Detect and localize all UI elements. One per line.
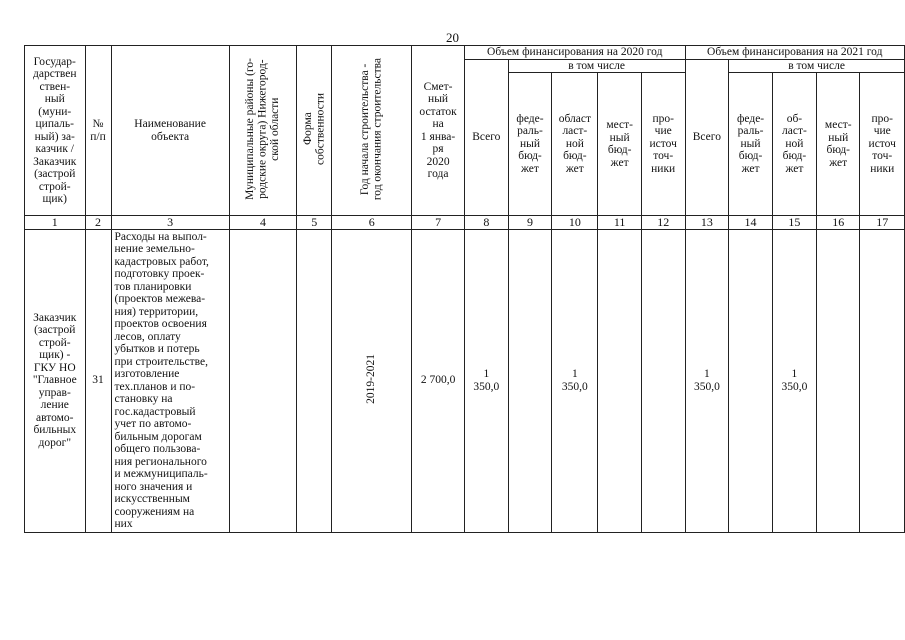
row-other-2020 [641,229,685,532]
row-customer: Заказчик (застрой строй- щик) - ГКУ НО "Главное управ- ление автомо- бильных дорог" [25,229,86,532]
row-other-2021 [860,229,905,532]
column-number: 16 [817,216,860,230]
row-years [332,229,412,532]
header-number: № п/п [85,46,111,216]
header-regional-2020: област ласт- ной бюд- жет [552,73,598,216]
header-ownership-form-text: Форма собственности [301,92,327,165]
row-total-2020: 1 350,0 [464,229,508,532]
header-other-2021: про- чие источ точ- ники [860,73,905,216]
header-municipal-districts-text: Муниципальные районы (го- родские округа) Нижегород- ской области [244,57,282,200]
header-estimate-balance: Смет- ный остаток на 1 янва- ря 2020 года [412,46,465,216]
header-customer: Государ- дарствен ствен- ный (муни- ципаль- ный) за- казчик / Заказчик (застрой строй- щик) [25,46,86,216]
row-federal-2021 [729,229,773,532]
column-number: 14 [729,216,773,230]
row-ownership [297,229,332,532]
row-municipal [229,229,297,532]
column-number: 12 [641,216,685,230]
row-local-2020 [598,229,641,532]
column-number: 10 [552,216,598,230]
header-federal-2020: феде- раль- ный бюд- жет [508,73,552,216]
header-financing-2021: Объем финансирования на 2021 год [685,46,905,60]
row-object-name: Расходы на выпол- нение земельно- кадастровых работ, подготовку проек- тов планировки (проектов межева- ния) территории, проектов освоения лесов, оплату убытков и потерь при строительстве, изготовление тех.планов и по- становку на гос.кадастровый учет по автомо- бильным дорогам общего пользова- ния регионального и межмуниципаль- ного значения и искусственным сооружениям на них [111,229,229,532]
table-row [25,229,905,532]
column-number: 1 [25,216,86,230]
row-local-2021 [817,229,860,532]
column-number: 8 [464,216,508,230]
header-financing-2020: Объем финансирования на 2020 год [464,46,685,60]
header-ownership-form [297,46,332,216]
column-number: 11 [598,216,641,230]
header-local-2020: мест- ный бюд- жет [598,73,641,216]
row-estimate: 2 700,0 [412,229,465,532]
column-number: 2 [85,216,111,230]
header-federal-2021: феде- раль- ный бюд- жет [729,73,773,216]
header-including-2021: в том числе [729,59,905,73]
row-regional-2020: 1 350,0 [552,229,598,532]
row-regional-2021: 1 350,0 [772,229,816,532]
page-number: 20 [446,30,459,45]
header-construction-years [332,46,412,216]
header-local-2021: мест- ный бюд- жет [817,73,860,216]
financing-table [24,45,905,533]
column-number: 9 [508,216,552,230]
row-years-text: 2019-2021 [365,353,378,404]
header-object-name: Наименование объекта [111,46,229,216]
column-number: 6 [332,216,412,230]
column-number: 15 [772,216,816,230]
row-total-2021: 1 350,0 [685,229,729,532]
column-number: 5 [297,216,332,230]
column-number: 13 [685,216,729,230]
column-number-row [25,216,905,230]
header-construction-years-text: Год начала строительства - год окончания строительства [359,57,384,200]
row-number: 31 [85,229,111,532]
header-regional-2021: об- ласт- ной бюд- жет [772,73,816,216]
column-number: 4 [229,216,297,230]
header-row-1 [25,46,905,60]
column-number: 7 [412,216,465,230]
column-number: 3 [111,216,229,230]
header-total-2020: Всего [464,59,508,216]
column-number: 17 [860,216,905,230]
header-other-2020: про- чие источ точ- ники [641,73,685,216]
header-total-2021: Всего [685,59,729,216]
header-including-2020: в том числе [508,59,685,73]
header-municipal-districts [229,46,297,216]
row-federal-2020 [508,229,552,532]
